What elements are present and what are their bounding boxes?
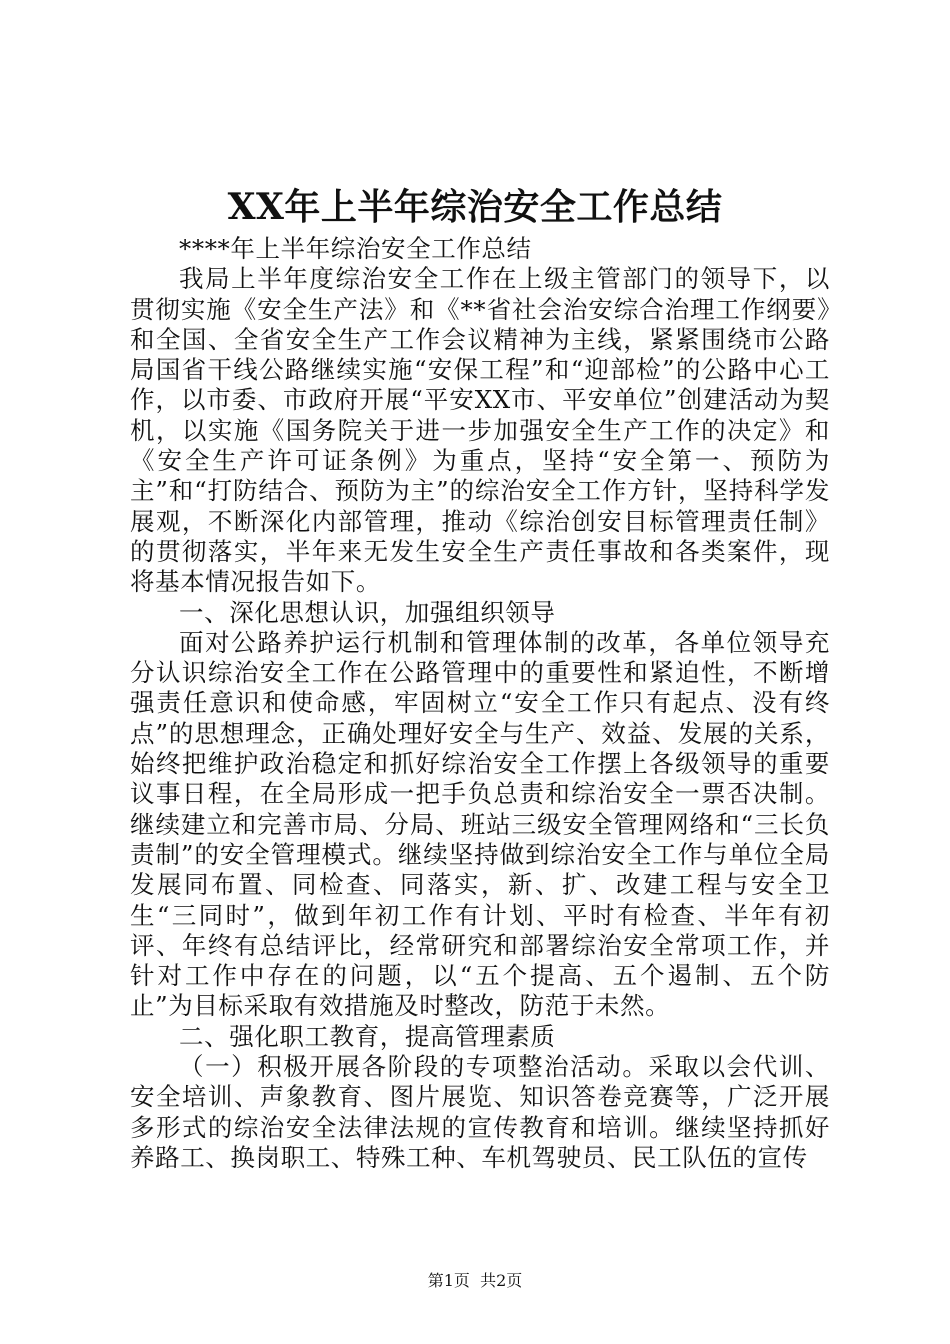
section-heading-2: 二、强化职工教育，提高管理素质 [179, 1021, 556, 1051]
page-total: 共2页 [480, 1271, 523, 1290]
document-body [130, 234, 830, 1173]
document-title: XX年上半年综治安全工作总结 [227, 186, 723, 228]
paragraph-subtitle: ****年上半年综治安全工作总结 [179, 234, 532, 263]
paragraph-section-1: 面对公路养护运行机制和管理体制的改革，各单位领导充分认识综治安全工作在公路管理中的重要性和紧迫性，不断增强责任意识和使命感，牢固树立“安全工作只有起点、没有终点”的思想理念，正确处理好安全与生产、效益、发展的关系，始终把维护政治稳定和抓好综治安全工作摆上各级领导的重要议事日程，在全局形成一把手负总责和综治安全一票否决制。继续建立和完善市局、分局、班站三级安全管理网络和“三长负责制”的安全管理模式。继续坚持做到综治安全工作与单位全局发展同布置、同检查、同落实，新、扩、改建工程与安全卫生“三同时”，做到年初工作有计划、平时有检查、半年有初评、年终有总结评比，经常研究和部署综治安全常项工作，并针对工作中存在的问题，以“五个提高、五个遏制、五个防止”为目标采取有效措施及时整改，防范于未然。 [130, 627, 830, 1021]
paragraph-intro: 我局上半年度综治安全工作在上级主管部门的领导下，以贯彻实施《安全生产法》和《**省社会治安综合治理工作纲要》和全国、全省安全生产工作会议精神为主线，紧紧围绕市公路局国省干线公路继续实施“安保工程”和“迎部检”的公路中心工作，以市委、市政府开展“平安XX市、平安单位”创建活动为契机，以实施《国务院关于进一步加强安全生产工作的决定》和《安全生产许可证条例》为重点，坚持“安全第一、预防为主”和“打防结合、预防为主”的综治安全工作方针，坚持科学发展观，不断深化内部管理，推动《综治创安目标管理责任制》的贯彻落实，半年来无发生安全生产责任事故和各类案件，现将基本情况报告如下。 [130, 264, 830, 597]
section-heading-1: 一、深化思想认识，加强组织领导 [179, 597, 556, 627]
page-footer [0, 1271, 950, 1291]
page-number: 第1页 [427, 1271, 470, 1290]
paragraph-section-2-item-1: （一）积极开展各阶段的专项整治活动。采取以会代训、安全培训、声象教育、图片展览、知识答卷竞赛等，广泛开展多形式的综治安全法律法规的宣传教育和培训。继续坚持抓好养路工、换岗职工、特殊工种、车机驾驶员、民工队伍的宣传 [130, 1052, 830, 1172]
